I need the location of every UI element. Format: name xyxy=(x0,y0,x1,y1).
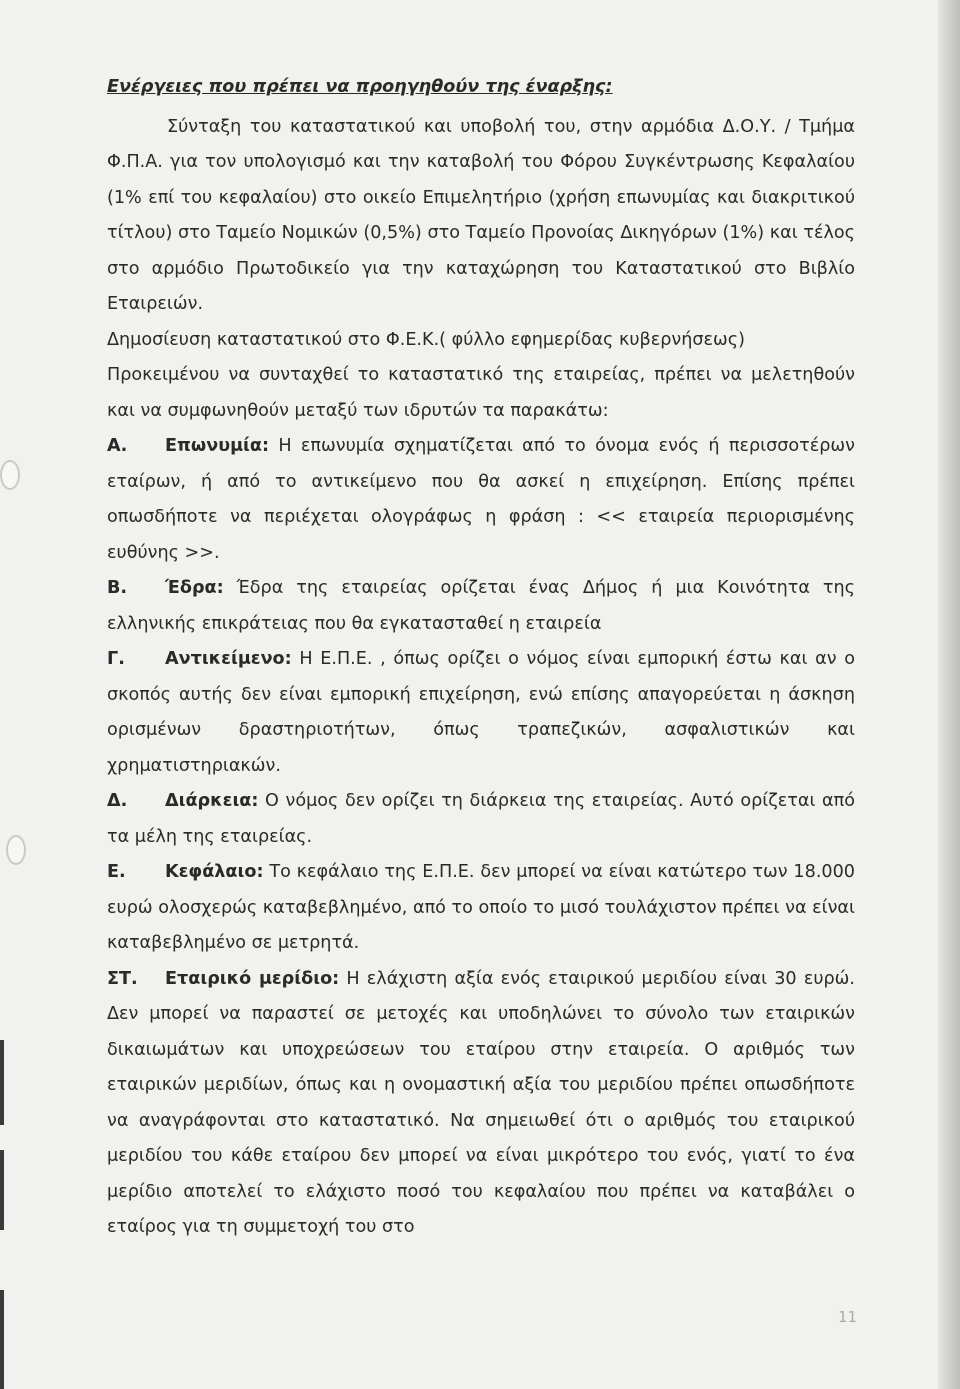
item-key: Διάρκεια: xyxy=(165,791,259,811)
item-marker: Δ. xyxy=(107,791,128,811)
item-key: Έδρα: xyxy=(165,578,224,598)
item-text: Η επωνυμία σχηματίζεται από το όνομα ενός ή περισσοτέρων εταίρων, ή από το αντικείμενο που θα ασκεί η επιχείρηση. Επίσης πρέπει οπωσδήποτε να περιέχεται ολογράφως η φράση : << εταιρεία περιορισμένης ευθύνης >>. xyxy=(107,436,855,563)
paragraph-intro: Προκειμένου να συνταχθεί το καταστατικό της εταιρείας, πρέπει να μελετηθούν και να συμφωνηθούν μεταξύ των ιδρυτών τα παρακάτω: xyxy=(107,365,855,421)
page-mark: 11 xyxy=(838,1308,858,1326)
item-key: Επωνυμία: xyxy=(165,436,270,456)
list-item-capital xyxy=(107,855,855,962)
item-marker: Γ. xyxy=(107,649,125,669)
section-heading: Ενέργειες που πρέπει να προηγηθούν της έναρξης: xyxy=(107,77,613,97)
paragraph-publication: Δημοσίευση καταστατικού στο Φ.Ε.Κ.( φύλλο εφημερίδας κυβερνήσεως) xyxy=(107,329,745,350)
item-marker: Ε. xyxy=(107,862,126,882)
punch-hole xyxy=(6,835,26,865)
scan-edge-line xyxy=(0,1040,4,1125)
page-edge-shadow xyxy=(938,0,960,1389)
scan-edge-line xyxy=(0,1150,4,1230)
item-marker: ΣΤ. xyxy=(107,968,138,989)
paragraph-registration: Σύνταξη του καταστατικού και υποβολή του, στην αρμόδια Δ.Ο.Υ. / Τμήμα Φ.Π.Α. για τον υπολογισμό και την καταβολή του Φόρου Συγκέντρωσης Κεφαλαίου (1% επί του κεφαλαίου) στο οικείο Επιμελητήριο (χρήση επωνυμίας και διακριτικού τίτλου) στο Ταμείο Νομικών (0,5%) στο Ταμείο Προνοίας Δικηγόρων (1%) και τέλος στο αρμόδιο Πρωτοδικείο για την καταχώρηση του Καταστατικού στο Βιβλίο Εταιρειών. xyxy=(107,116,855,314)
item-text: Έδρα της εταιρείας ορίζεται ένας Δήμος ή μια Κοινότητα της ελληνικής επικράτειας που θα εγκατασταθεί η εταιρεία xyxy=(107,578,855,634)
list-item-share xyxy=(107,962,855,1246)
item-marker: Β. xyxy=(107,578,128,598)
list-item-name xyxy=(107,429,855,571)
item-text: Η ελάχιστη αξία ενός εταιρικού μεριδίου είναι 30 ευρώ. Δεν μπορεί να παραστεί σε μετοχές και υποδηλώνει το σύνολο των εταιρικών δικαιωμάτων και υποχρεώσεων του εταίρου στην εταιρεία. Ο αριθμός των εταιρικών μεριδίων, όπως και η ονομαστική αξία του μεριδίου πρέπει οπωσδήποτε να αναγράφονται στο καταστατικό. Να σημειωθεί ότι ο αριθμός του εταιρικού μεριδίου του κάθε εταίρου δεν μπορεί να είναι μικρότερο του ενός, γιατί το ένα μερίδιο αποτελεί το ελάχιστο ποσό του κεφαλαίου που πρέπει να καταβάλει ο εταίρος για τη συμμετοχή του στο xyxy=(107,968,855,1237)
scan-edge-line xyxy=(0,1290,4,1389)
document-body xyxy=(107,70,855,1246)
item-marker: Α. xyxy=(107,436,128,456)
list-item-object xyxy=(107,642,855,784)
punch-hole xyxy=(0,460,20,490)
item-key: Εταιρικό μερίδιο: xyxy=(165,968,340,989)
list-item-seat xyxy=(107,571,855,642)
list-item-duration xyxy=(107,784,855,855)
item-key: Αντικείμενο: xyxy=(165,649,292,669)
item-text: Το κεφάλαιο της Ε.Π.Ε. δεν μπορεί να είναι κατώτερο των 18.000 ευρώ ολοσχερώς καταβεβλημένο, από το οποίο το μισό τουλάχιστον πρέπει να είναι καταβεβλημένο σε μετρητά. xyxy=(107,862,855,953)
item-text: Ο νόμος δεν ορίζει τη διάρκεια της εταιρείας. Αυτό ορίζεται από τα μέλη της εταιρείας. xyxy=(107,791,855,847)
item-text: Η Ε.Π.Ε. , όπως ορίζει ο νόμος είναι εμπορική έστω και αν ο σκοπός αυτής δεν είναι εμπορική επιχείρηση, ενώ επίσης απαγορεύεται η άσκηση ορισμένων δραστηριοτήτων, όπως τραπεζικών, ασφαλιστικών και χρηματιστηριακών. xyxy=(107,649,855,776)
item-key: Κεφάλαιο: xyxy=(165,862,264,882)
